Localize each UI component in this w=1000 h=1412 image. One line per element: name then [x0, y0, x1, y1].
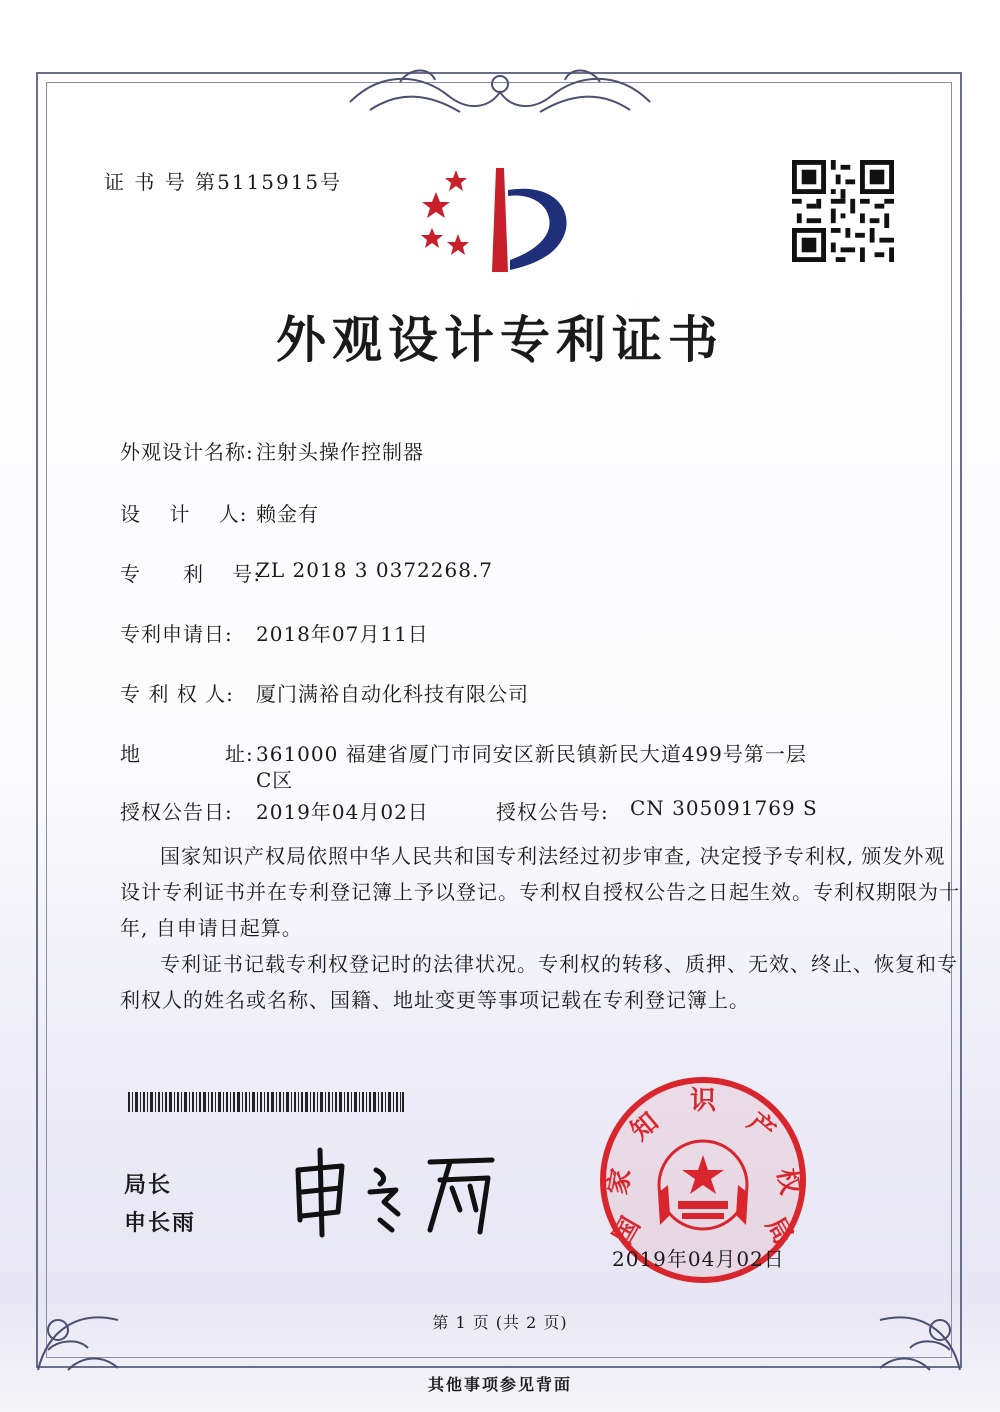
- body-line: 国家知识产权局依照中华人民共和国专利法经过初步审查, 决定授予专利权, 颁发外观: [160, 844, 946, 868]
- address-label: 地 址:: [120, 742, 254, 766]
- director-signature-icon: [280, 1140, 510, 1240]
- svg-text:国: 国: [607, 1212, 647, 1250]
- patentee-label: 专 利 权 人:: [120, 682, 234, 706]
- page-indicator: 第 1 页 (共 2 页): [432, 1313, 568, 1332]
- footer-note: 其他事项参见背面: [427, 1375, 572, 1394]
- patent-number-value: ZL 2018 3 0372268.7: [256, 558, 494, 582]
- designer-value: 赖金有: [256, 502, 319, 526]
- body-line: 利权人的姓名或名称、国籍、地址变更等事项记载在专利登记簿上。: [120, 988, 750, 1012]
- svg-text:识: 识: [689, 1086, 717, 1116]
- grant-number-label: 授权公告号:: [496, 800, 609, 824]
- grant-date-label: 授权公告日:: [120, 800, 233, 824]
- svg-text:权: 权: [770, 1166, 805, 1198]
- body-paragraph-1: [120, 838, 960, 946]
- grant-number-value: CN 305091769 S: [630, 796, 818, 820]
- body-line: 设计专利证书并在专利登记簿上予以登记。专利权自授权公告之日起生效。专利权期限为十: [120, 880, 960, 904]
- barcode-icon: [128, 1092, 404, 1112]
- address-value: 361000 福建省厦门市同安区新民镇新民大道499号第一层: [256, 742, 807, 766]
- design-name-label: 外观设计名称:: [120, 440, 254, 464]
- qr-code-icon: [792, 160, 894, 262]
- body-paragraph-2: [120, 946, 958, 1018]
- director-name: 申长雨: [124, 1211, 197, 1236]
- address-value-line2: C区: [256, 768, 294, 792]
- certificate-title: 外观设计专利证书: [276, 310, 724, 369]
- certificate-number: 证 书 号 第5115915号: [104, 170, 343, 194]
- body-line: 专利证书记载专利权登记时的法律状况。专利权的转移、质押、无效、终止、恢复和专: [160, 952, 958, 976]
- svg-text:局: 局: [759, 1212, 799, 1250]
- svg-text:家: 家: [603, 1166, 638, 1198]
- grant-date-value: 2019年04月02日: [256, 800, 429, 824]
- body-line: 年, 自申请日起算。: [120, 916, 303, 940]
- patent-number-label: 专 利 号:: [120, 562, 262, 586]
- top-ornament: [340, 62, 660, 132]
- svg-text:知: 知: [625, 1107, 665, 1147]
- director-title: 局长: [124, 1173, 173, 1198]
- cnipa-logo-icon: [418, 160, 588, 280]
- svg-text:产: 产: [741, 1107, 781, 1147]
- seal-date: 2019年04月02日: [612, 1247, 785, 1271]
- designer-label: 设 计 人:: [120, 502, 248, 526]
- patentee-value: 厦门满裕自动化科技有限公司: [256, 682, 529, 706]
- application-date-label: 专利申请日:: [120, 622, 233, 646]
- design-name-value: 注射头操作控制器: [256, 440, 424, 464]
- application-date-value: 2018年07月11日: [256, 622, 429, 646]
